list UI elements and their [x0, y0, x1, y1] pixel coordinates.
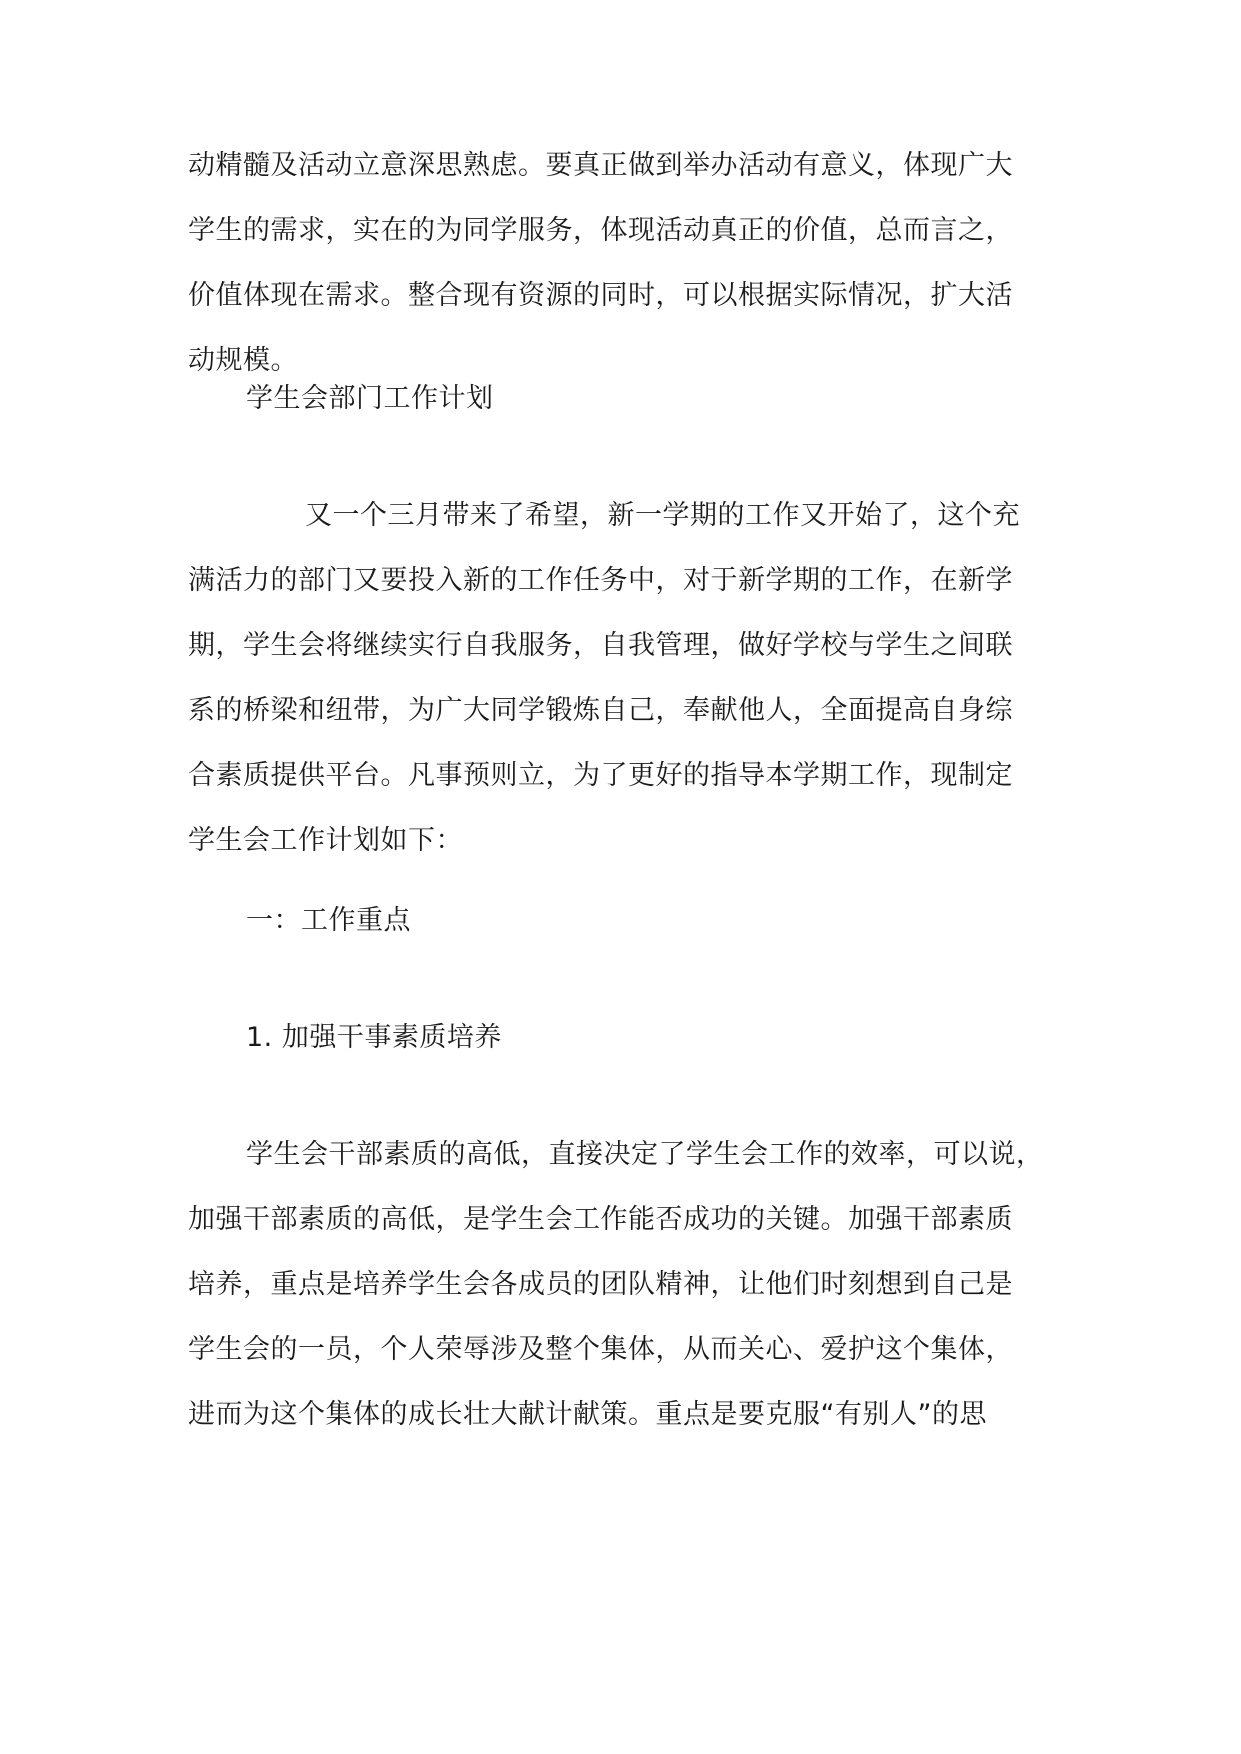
paragraph-line: 动规模。 [188, 345, 298, 376]
paragraph-line: 学生会工作计划如下： [188, 825, 463, 856]
paragraph-line: 学生会的一员，个人荣辱涉及整个集体，从而关心、爱护这个集体， [188, 1334, 1013, 1365]
paragraph-line: 满活力的部门又要投入新的工作任务中，对于新学期的工作，在新学 [188, 565, 1013, 596]
paragraph-line: 价值体现在需求。整合现有资源的同时，可以根据实际情况，扩大活 [188, 280, 1013, 311]
paragraph-line: 学生会干部素质的高低，直接决定了学生会工作的效率，可以说， [246, 1139, 1044, 1170]
paragraph-2 [188, 483, 1088, 873]
paragraph-line: 培养，重点是培养学生会各成员的团队精神，让他们时刻想到自己是 [188, 1269, 1013, 1300]
section-title [188, 366, 1088, 431]
heading-staff-training [188, 1005, 1088, 1070]
paragraph-line: 期，学生会将继续实行自我服务，自我管理，做好学校与学生之间联 [188, 630, 1013, 661]
paragraph-line: 进而为这个集体的成长壮大献计献策。重点是要克服“有别人”的思 [188, 1399, 987, 1430]
paragraph-line: 系的桥梁和纽带，为广大同学锻炼自己，奉献他人，全面提高自身综 [188, 695, 1013, 726]
paragraph-1 [188, 133, 1088, 393]
paragraph-line: 又一个三月带来了希望，新一学期的工作又开始了，这个充 [305, 500, 1020, 531]
section-title-text: 学生会部门工作计划 [246, 383, 494, 414]
paragraph-line: 加强干部素质的高低，是学生会工作能否成功的关键。加强干部素质 [188, 1204, 1013, 1235]
heading-text: 一：工作重点 [246, 905, 411, 936]
heading-text: 1. 加强干事素质培养 [246, 1022, 502, 1053]
paragraph-line: 学生的需求，实在的为同学服务，体现活动真正的价值，总而言之， [188, 215, 1013, 246]
paragraph-line: 合素质提供平台。凡事预则立，为了更好的指导本学期工作，现制定 [188, 760, 1013, 791]
heading-work-focus [188, 888, 1088, 953]
paragraph-line: 动精髓及活动立意深思熟虑。要真正做到举办活动有意义，体现广大 [188, 150, 1013, 181]
paragraph-3 [188, 1122, 1088, 1447]
